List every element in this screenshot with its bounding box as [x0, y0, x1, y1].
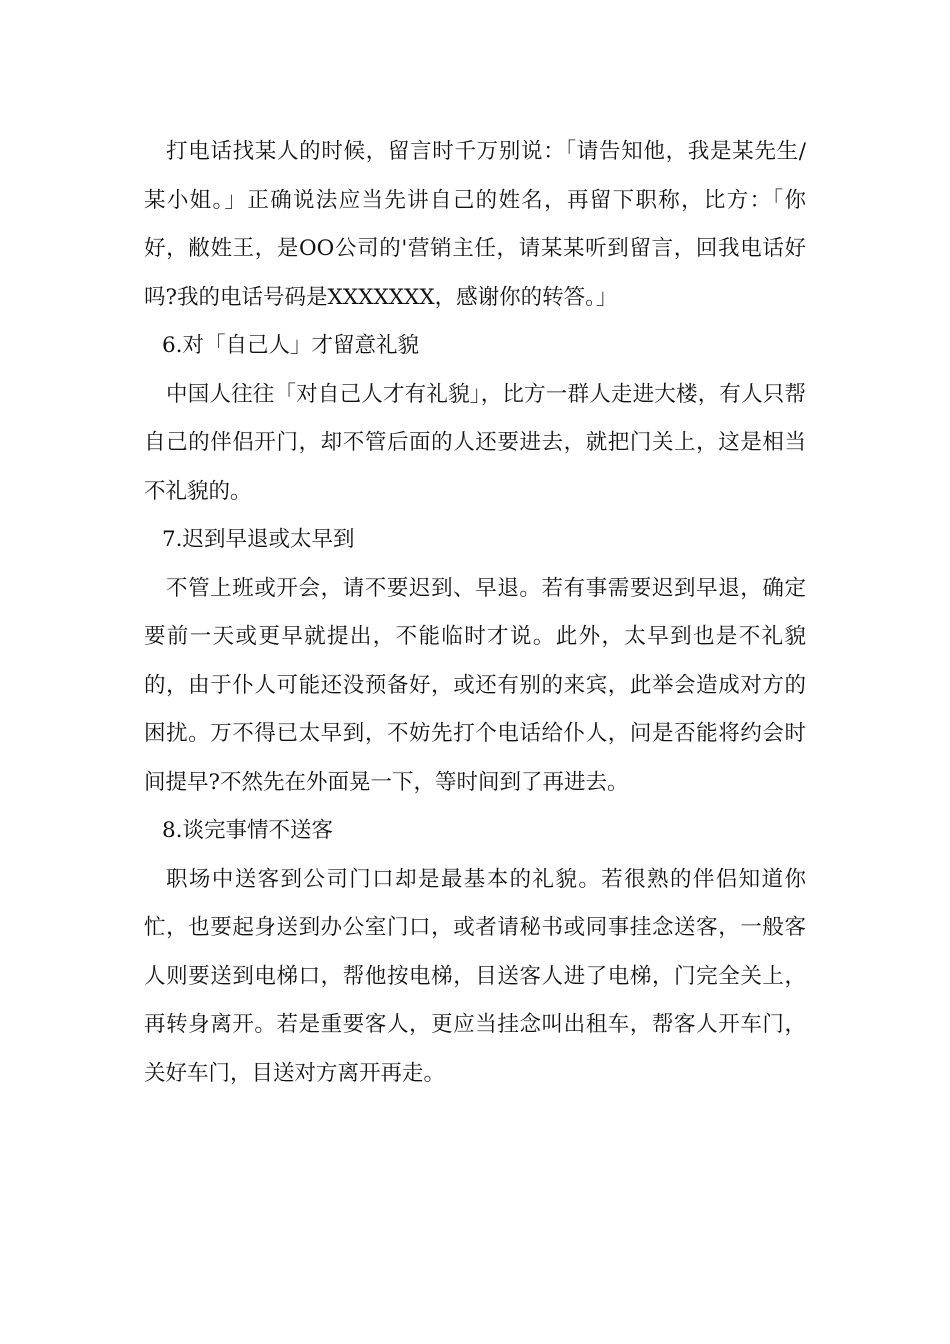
- section-heading-8: 8.谈完事情不送客: [162, 818, 334, 843]
- paragraph-see-off-guests: 职场中送客到公司门口却是最基本的礼貌。若很熟的伴侣知道你忙，也要起身送到办公室门口，或者请秘书或同事挂念送客，一般客人则要送到电梯口，帮他按电梯，目送客人进了电梯，门完全关上，再转身离开。若是重要客人，更应当挂念叫出租车，帮客人开车门，关好车门，目送对方离开再走。: [144, 866, 806, 1086]
- paragraph-phone-message: 打电话找某人的时候，留言时千万别说：「请告知他，我是某先生/某小姐。」正确说法应当先讲自己的姓名，再留下职称，比方：「你好，敝姓王，是OO公司的'营销主任，请某某听到留言，回我电话好吗?我的电话号码是XXXXXXX，感谢你的转答。」: [144, 139, 806, 310]
- paragraph-late-early: 不管上班或开会，请不要迟到、早退。若有事需要迟到早退，确定要前一天或更早就提出，不能临时才说。此外，太早到也是不礼貌的，由于仆人可能还没预备好，或还有别的来宾，此举会造成对方的困扰。万不得已太早到，不妨先打个电话给仆人，问是否能将约会时间提早?不然先在外面晃一下，等时间到了再进去。: [144, 575, 806, 795]
- document-page: [144, 128, 806, 1098]
- section-heading-6: 6.对「自己人」才留意礼貌: [162, 333, 420, 358]
- section-heading-7: 7.迟到早退或太早到: [162, 527, 355, 552]
- paragraph-own-people: 中国人往往「对自己人才有礼貌」，比方一群人走进大楼，有人只帮自己的伴侣开门，却不管后面的人还要进去，就把门关上，这是相当不礼貌的。: [144, 381, 806, 504]
